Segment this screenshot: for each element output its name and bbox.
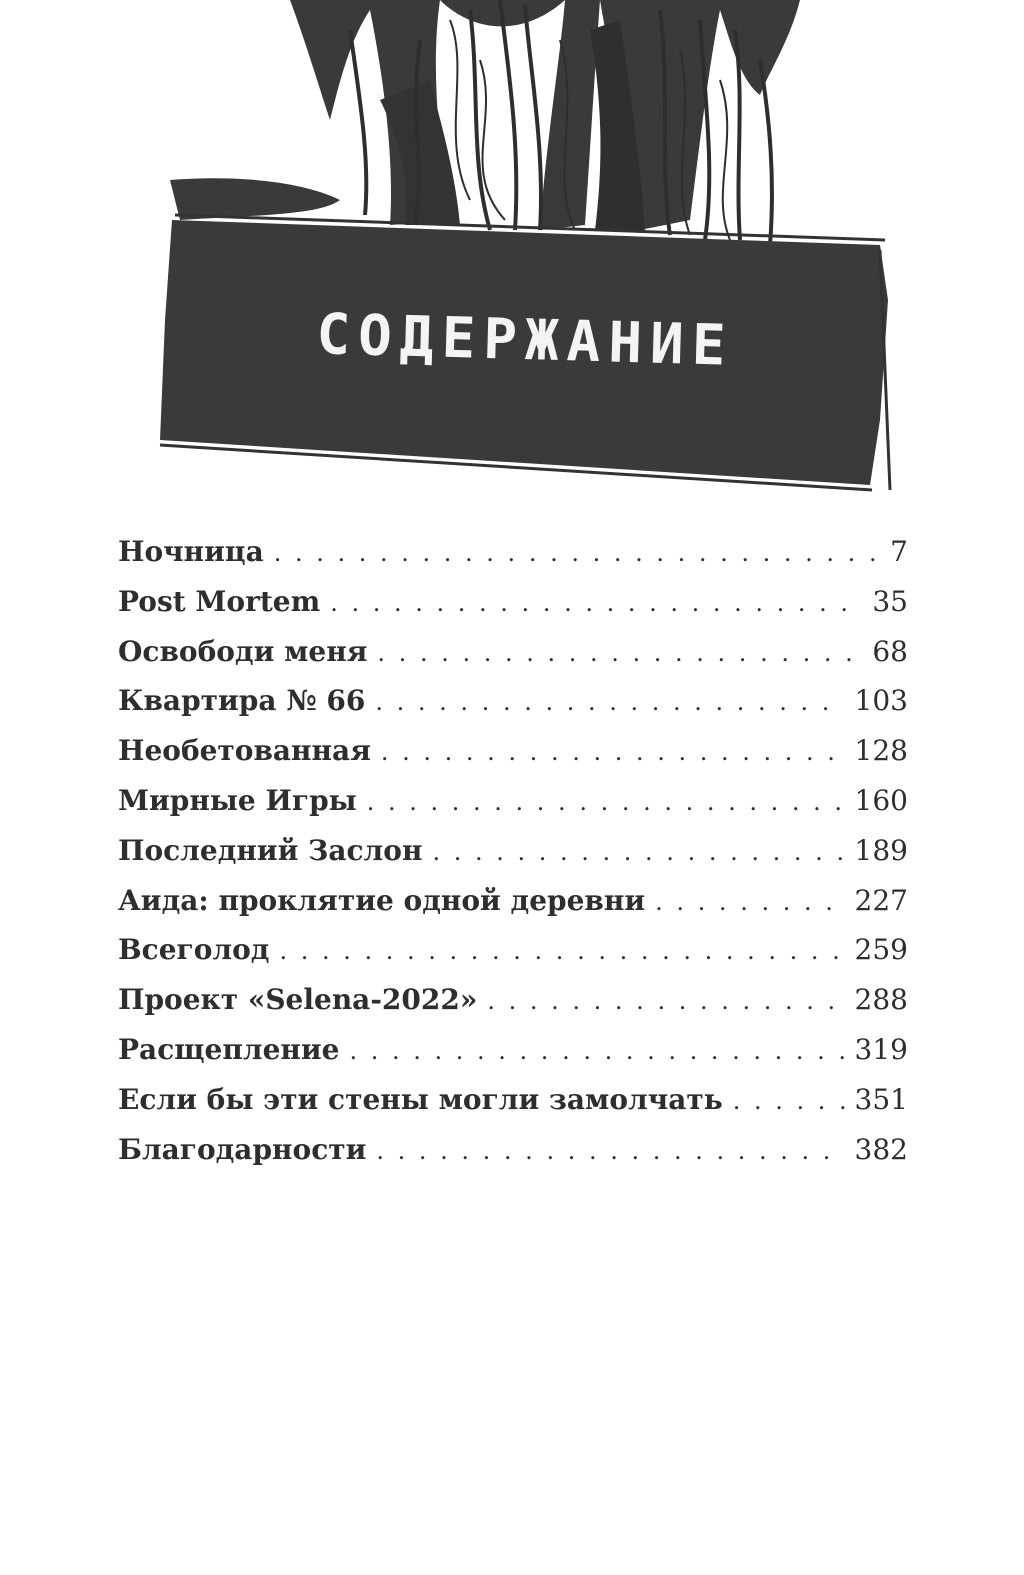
toc-entry-title: Всеголод [118, 933, 270, 967]
toc-entry-page: 259 [854, 933, 908, 967]
toc-entry-title: Аида: проклятие одной деревни [118, 883, 646, 917]
toc-entry-title: Благодарности [118, 1132, 367, 1166]
toc-entry-page: 7 [890, 535, 908, 568]
toc-entry-page: 103 [854, 684, 908, 718]
toc-entry-page: 351 [854, 1082, 908, 1116]
toc-leader-dots [274, 539, 880, 567]
toc-entry [118, 983, 908, 1033]
toc-leader-dots [279, 937, 844, 965]
toc-entry-title: Расщепление [118, 1032, 340, 1066]
toc-entry-page: 382 [854, 1132, 908, 1166]
toc-entry-page: 160 [854, 783, 908, 817]
toc-entry [118, 1133, 908, 1183]
toc-leader-dots [487, 987, 844, 1015]
dripping-ink-tree-icon [0, 0, 1024, 500]
toc-entry [118, 684, 908, 734]
toc-entry-page: 288 [854, 983, 908, 1017]
toc-leader-dots [376, 1137, 844, 1165]
toc-entry-title: Необетованная [118, 734, 371, 768]
toc-entry [118, 884, 908, 934]
page-title: СОДЕРЖАНИЕ [315, 301, 735, 379]
toc-leader-dots [349, 1037, 844, 1065]
toc-leader-dots [733, 1087, 845, 1115]
toc-entry-title: Ночница [118, 535, 264, 568]
toc-leader-dots [330, 589, 862, 617]
toc-leader-dots [375, 688, 844, 716]
toc-entry-page: 189 [854, 833, 908, 867]
toc-entry-title: Post Mortem [118, 584, 321, 618]
toc-leader-dots [655, 888, 844, 916]
toc-entry-page: 319 [854, 1032, 908, 1066]
toc-entry [118, 1033, 908, 1083]
toc-entry-title: Мирные Игры [118, 783, 357, 817]
toc-entry-page: 128 [854, 734, 908, 768]
toc-entry [118, 1083, 908, 1133]
toc-entry [118, 585, 908, 635]
toc-entry-title: Проект «Selena-2022» [118, 983, 478, 1017]
toc-leader-dots [367, 788, 845, 816]
toc-entry [118, 784, 908, 834]
toc-entry [118, 933, 908, 983]
toc-entry [118, 635, 908, 685]
toc-entry-title: Если бы эти стены могли замолчать [118, 1082, 723, 1116]
toc-entry-page: 68 [872, 634, 908, 668]
toc-entry [118, 834, 908, 884]
toc-entry-title: Последний Заслон [118, 833, 423, 867]
toc-entry-page: 227 [854, 883, 908, 917]
toc-entry [118, 734, 908, 784]
table-of-contents [118, 535, 908, 1182]
toc-leader-dots [432, 838, 844, 866]
toc-leader-dots [377, 639, 862, 667]
toc-entry-title: Освободи меня [118, 634, 368, 668]
toc-entry-page: 35 [872, 584, 908, 618]
toc-entry-title: Квартира № 66 [118, 684, 366, 718]
toc-entry [118, 535, 908, 585]
toc-leader-dots [381, 738, 845, 766]
